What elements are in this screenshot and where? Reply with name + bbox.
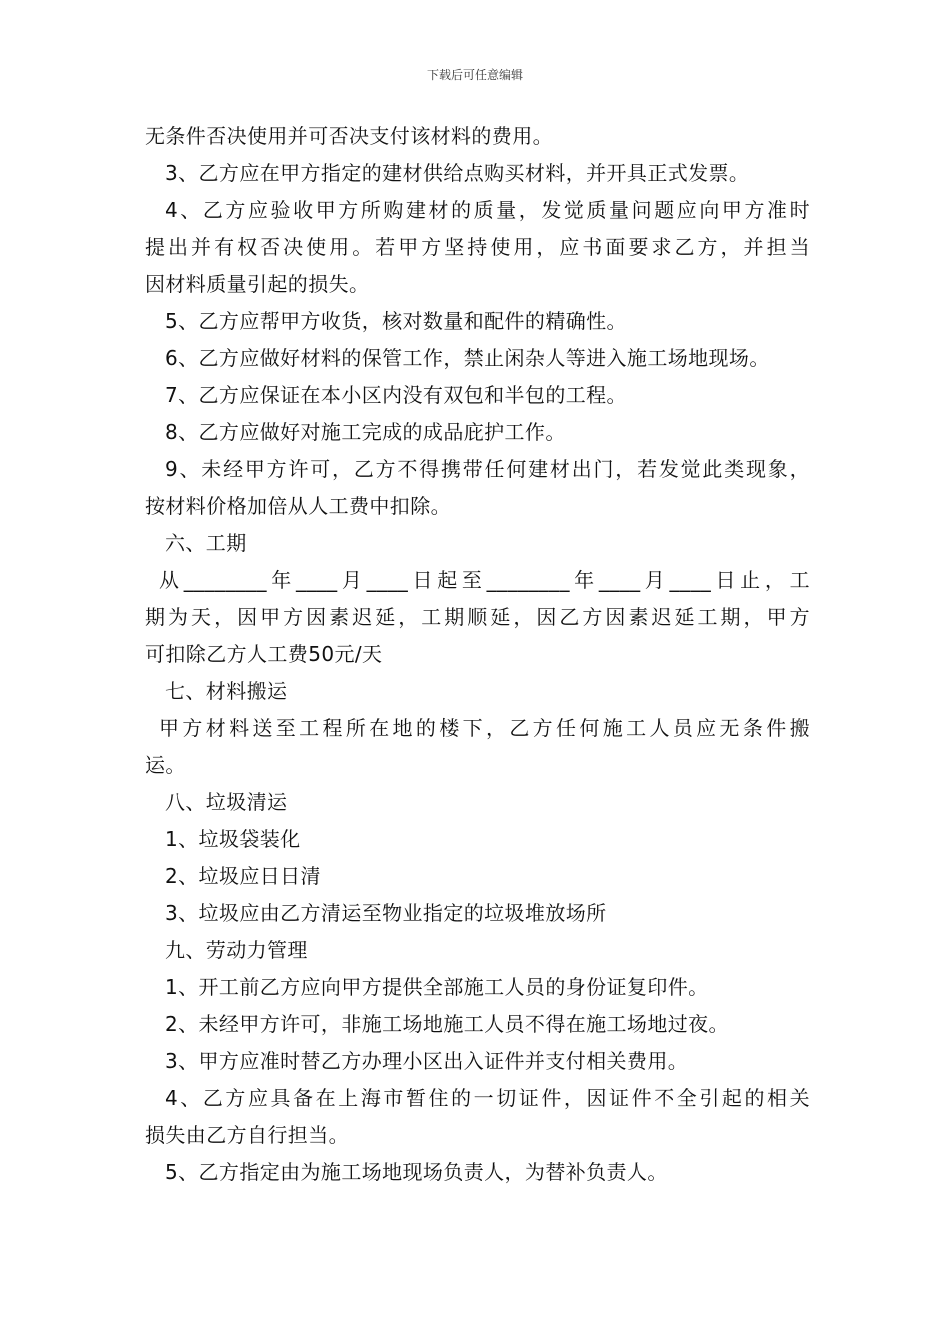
text-line: 7、乙方应保证在本小区内没有双包和半包的工程。 [165, 383, 627, 407]
text-line: 运。 [145, 753, 186, 777]
text-line: 提出并有权否决使用。若甲方坚持使用，应书面要求乙方，并担当 [145, 235, 810, 259]
page-header: 下载后可任意编辑 [426, 68, 523, 82]
text-line: 按材料价格加倍从人工费中扣除。 [145, 494, 451, 518]
text-line: 期为天，因甲方因素迟延，工期顺延，因乙方因素迟延工期，甲方 [145, 605, 810, 629]
text-line: 无条件否决使用并可否决支付该材料的费用。 [145, 124, 553, 148]
text-line: 因材料质量引起的损失。 [145, 272, 370, 296]
text-line: 3、乙方应在甲方指定的建材供给点购买材料，并开具正式发票。 [165, 161, 750, 185]
section-heading: 九、劳动力管理 [165, 938, 308, 962]
text-line: 损失由乙方自行担当。 [145, 1123, 349, 1147]
text-line: 5、乙方应帮甲方收货，核对数量和配件的精确性。 [165, 309, 627, 333]
text-line: 4、乙方应验收甲方所购建材的质量，发觉质量问题应向甲方准时 [165, 198, 810, 222]
text-line: 5、乙方指定由为施工场地现场负责人，为替补负责人。 [165, 1160, 668, 1184]
text-line: 2、垃圾应日日清 [165, 864, 321, 888]
text-line: 4、乙方应具备在上海市暂住的一切证件，因证件不全引起的相关 [165, 1086, 810, 1110]
text-line: 从________年____月____日起至________年____月____日止，工 [159, 568, 810, 592]
text-line: 可扣除乙方人工费50元/天 [145, 642, 383, 666]
section-heading: 八、垃圾清运 [165, 790, 288, 814]
text-line: 3、甲方应准时替乙方办理小区出入证件并支付相关费用。 [165, 1049, 689, 1073]
text-line: 9、未经甲方许可，乙方不得携带任何建材出门，若发觉此类现象， [165, 457, 810, 481]
text-line: 甲方材料送至工程所在地的楼下，乙方任何施工人员应无条件搬 [159, 716, 810, 740]
text-line: 3、垃圾应由乙方清运至物业指定的垃圾堆放场所 [165, 901, 607, 925]
text-line: 1、开工前乙方应向甲方提供全部施工人员的身份证复印件。 [165, 975, 709, 999]
document-body [145, 118, 810, 1191]
text-line: 1、垃圾袋装化 [165, 827, 301, 851]
text-line: 8、乙方应做好对施工完成的成品庇护工作。 [165, 420, 566, 444]
text-line: 2、未经甲方许可，非施工场地施工人员不得在施工场地过夜。 [165, 1012, 729, 1036]
text-line: 6、乙方应做好材料的保管工作，禁止闲杂人等进入施工场地现场。 [165, 346, 770, 370]
section-heading: 七、材料搬运 [165, 679, 288, 703]
section-heading: 六、工期 [165, 531, 247, 555]
